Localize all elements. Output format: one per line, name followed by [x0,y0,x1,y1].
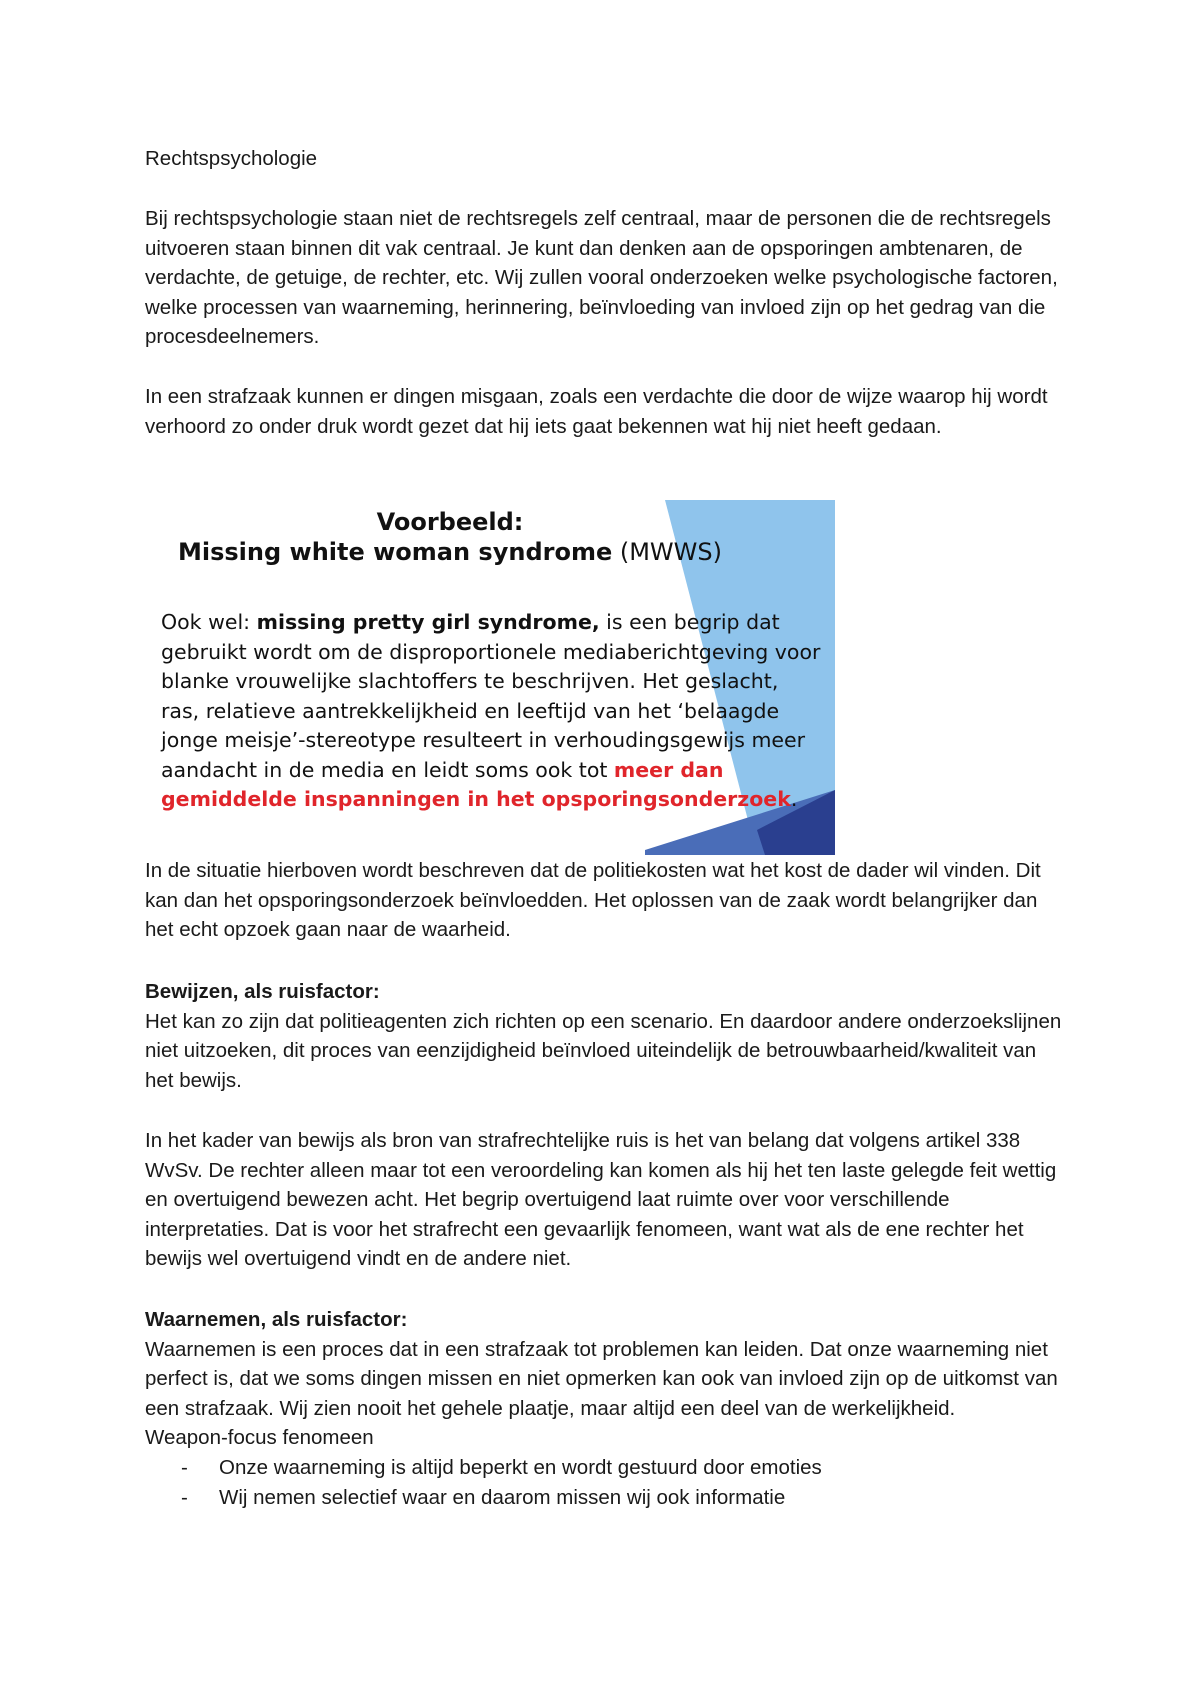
slide-title-abbrev: (MWWS) [612,538,722,566]
slide-title-line2 [145,538,755,566]
list-item [145,1453,1070,1483]
slide-body-end: . [790,787,798,811]
slide-body-term: missing pretty girl syndrome, [256,610,600,634]
slide-body-highlight: meer dan gemiddelde inspanningen in het opsporingsonderzoek [161,757,791,811]
slide-title-line1: Voorbeeld: [376,508,524,536]
paragraph-text: In een strafzaak kunnen er dingen misgaan, zoals een verdachte die door de wijze waarop hij wordt verhoord zo onder druk wordt gezet dat hij iets gaat bekennen wat hij niet heeft gedaan. [145,385,1048,438]
mwws-slide-image [145,500,835,855]
section-heading: Bewijzen, als ruisfactor: [145,980,380,1003]
dash-bullet: - [181,1485,188,1509]
paragraph-text: In de situatie hierboven wordt beschreven dat de politiekosten wat het kost de dader wil vinden. Dit kan dan het opsporingsonderzoek beïnvloedden. Het oplossen van de zaak wordt belangrijker dan het echt opzoek gaan naar de waarheid. [145,859,1041,942]
strafzaak-paragraph [145,382,1070,441]
paragraph-text: In het kader van bewijs als bron van strafrechtelijke ruis is het van belang dat volgens artikel 338 WvSv. De rechter alleen maar tot een veroordeling kan komen als hij het ten laste gelegde feit wettig en overtuigend bewezen acht. Het begrip overtuigend laat ruimte over voor verschillende interpretaties. Dat is voor het strafrecht een gevaarlijk fenomeen, want wat als de ene rechter het bewijs wel overtuigend vindt en de andere niet. [145,1129,1057,1271]
waarnemen-section [145,1305,1070,1512]
intro-paragraph [145,204,1070,352]
list-item-text: Onze waarneming is altijd beperkt en wordt gestuurd door emoties [219,1455,822,1479]
document-title [145,144,1070,174]
slide-body-main: is een begrip dat gebruikt wordt om de disproportionele mediaberichtgeving voor blanke vrouwelijke slachtoffers te beschrijven. Het geslacht, ras, relatieve aantrekkelijkheid en leeftijd van het ‘belaagde jonge meisje’-stereotype resulteert in verhoudingsgewijs meer aandacht in de media en leidt soms ook tot [161,610,821,782]
section-text: Waarnemen is een proces dat in een strafzaak tot problemen kan leiden. Dat onze waarneming niet perfect is, dat we soms dingen missen en niet opmerken kan ook van invloed zijn op de uitkomst van een strafzaak. Wij zien nooit het gehele plaatje, maar altijd een deel van de werkelijkheid. [145,1337,1058,1420]
title-text: Rechtspsychologie [145,147,318,170]
list-item-text: Wij nemen selectief waar en daarom missen wij ook informatie [219,1485,786,1509]
section-subheading: Weapon-focus fenomeen [145,1426,374,1450]
list-item [145,1483,1070,1513]
situatie-paragraph [145,856,1070,945]
bullet-list [145,1453,1070,1512]
section-heading: Waarnemen, als ruisfactor: [145,1308,408,1331]
wvsv-paragraph [145,1126,1070,1274]
dash-bullet: - [181,1455,188,1479]
slide-body-prefix: Ook wel: [161,610,257,634]
slide-body-text [161,608,821,815]
bewijzen-section [145,977,1070,1095]
slide-title-bold: Missing white woman syndrome [178,538,613,566]
paragraph-text: Bij rechtspsychologie staan niet de rechtsregels zelf centraal, maar de personen die de rechtsregels uitvoeren staan binnen dit vak centraal. Je kunt dan denken aan de opsporingen ambtenaren, de verdachte, de getuige, de rechter, etc. Wij zullen vooral onderzoeken welke psychologische factoren, welke processen van waarneming, herinnering, beïnvloeding van invloed zijn op het gedrag van die procesdeelnemers. [145,207,1058,349]
section-text: Het kan zo zijn dat politieagenten zich richten op een scenario. En daardoor andere onderzoekslijnen niet uitzoeken, dit proces van eenzijdigheid beïnvloed uiteindelijk de betrouwbaarheid/kwaliteit van het bewijs. [145,1009,1062,1092]
